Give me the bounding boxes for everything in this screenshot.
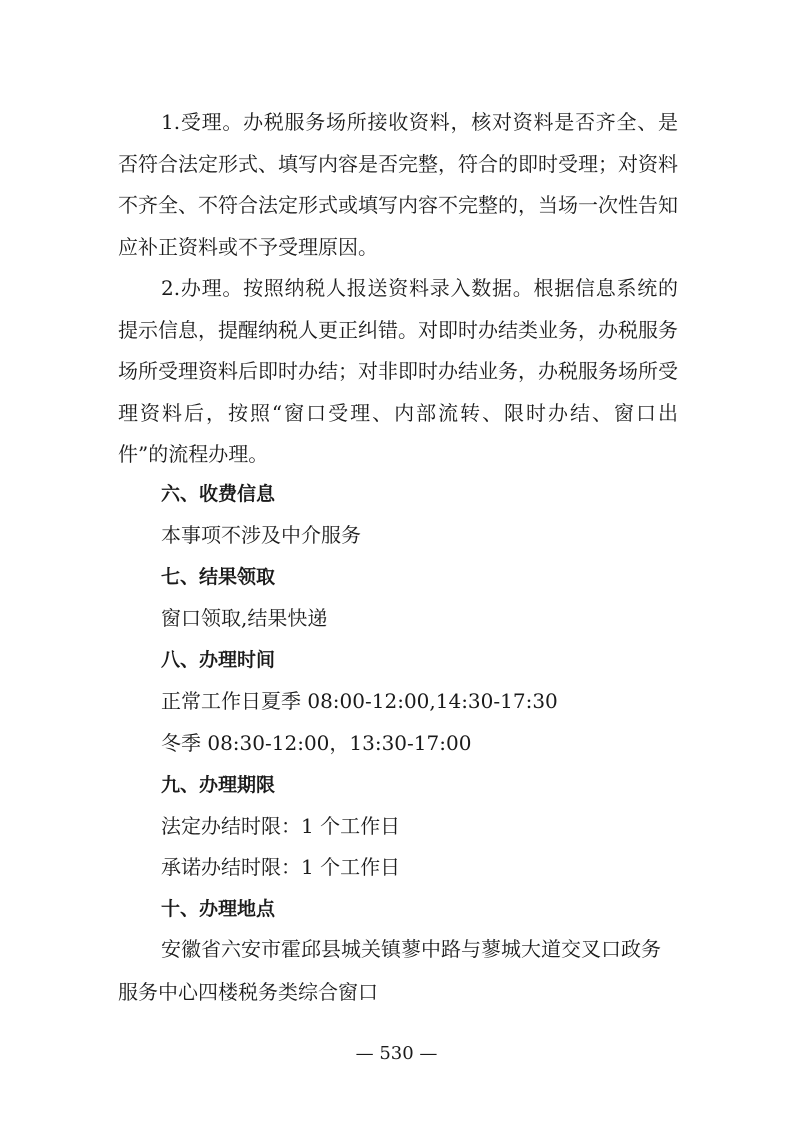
heading-fee-info: 六、收费信息: [161, 483, 276, 505]
text-location-address: 安徽省六安市霍邱县城关镇蓼中路与蓼城大道交叉口政务服务中心四楼税务类综合窗口: [118, 937, 661, 1004]
paragraph-acceptance: 1.受理。办税服务场所接收资料，核对资料是否齐全、是否符合法定形式、填写内容是否完整，符合的即时受理；对资料不齐全、不符合法定形式或填写内容不完整的，当场一次性告知应补正资料或不予受理原因。: [118, 110, 678, 259]
text-promised-deadline: 承诺办结时限：1 个工作日: [161, 855, 401, 879]
text-winter-hours: 冬季 08:30-12:00，13:30-17:00: [161, 731, 472, 755]
text-fee-info: 本事项不涉及中介服务: [161, 523, 361, 547]
page-number: — 530 —: [355, 1043, 438, 1064]
text-summer-hours: 正常工作日夏季 08:00-12:00,14:30-17:30: [161, 689, 558, 713]
text-legal-deadline: 法定办结时限：1 个工作日: [161, 814, 401, 838]
heading-processing-deadline: 九、办理期限: [161, 774, 276, 796]
text-result-collection: 窗口领取,结果快递: [161, 606, 328, 630]
heading-result-collection: 七、结果领取: [161, 566, 276, 588]
heading-office-hours: 八、办理时间: [161, 649, 276, 671]
paragraph-processing: 2.办理。按照纳税人报送资料录入数据。根据信息系统的提示信息，提醒纳税人更正纠错。对即时办结类业务，办税服务场所受理资料后即时办结；对非即时办结业务，办税服务场所受理资料后，按照“窗口受理、内部流转、限时办结、窗口出件”的流程办理。: [118, 276, 678, 466]
heading-location: 十、办理地点: [161, 898, 276, 920]
